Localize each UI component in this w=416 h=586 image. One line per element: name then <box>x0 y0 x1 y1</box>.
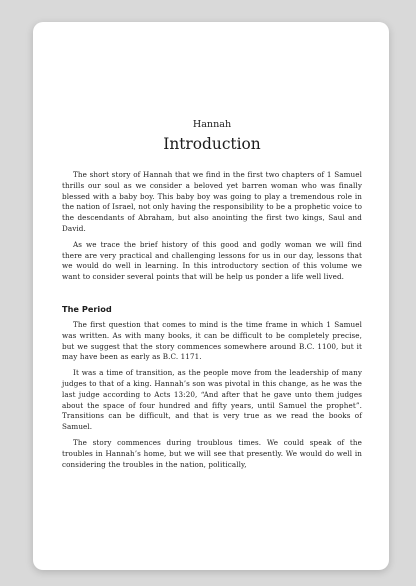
section-heading-the-period: The Period <box>62 303 112 314</box>
period-paragraph-3: The story commences during troublous times. We could speak of the troubles in Hannah’s home, but we will see that presently. We would do well in considering the troubles in the nation, politically, <box>62 437 362 469</box>
chapter-subheading: Hannah <box>192 119 232 130</box>
book-page <box>33 22 389 570</box>
intro-paragraph-1: The short story of Hannah that we find in the first two chapters of 1 Samuel thrills our soul as we consider a beloved yet barren woman who was finally blessed with a baby boy. This baby boy was going to play a tremendous role in the nation of Israel, not only having the responsibility to be a prophetic voice to the descendants of Abraham, but also anointing the first two kings, Saul and David. <box>62 170 362 233</box>
chapter-title: Introduction <box>163 135 261 153</box>
period-paragraph-1: The first question that comes to mind is the time frame in which 1 Samuel was written. As with many books, it can be difficult to be completely precise, but we suggest that the story commences somewhere around B.C. 1100, but it may have been as early as B.C. 1171. <box>62 319 362 362</box>
period-paragraph-2: It was a time of transition, as the people move from the leadership of many judges to that of a king. Hannah’s son was pivotal in this change, as he was the last judge according to Acts 13:20, “And after that he gave unto them judges about the space of four hundred and fifty years, until Samuel the prophet”. Transitions can be difficult, and that is very true as we read the books of Samuel. <box>62 368 362 432</box>
page-content <box>62 119 362 475</box>
intro-paragraph-2: As we trace the brief history of this good and godly woman we will find there are very practical and challenging lessons for us in our day, lessons that we would do well in learning. In this introductory section of this volume we want to consider several points that will be help us ponder a life well lived. <box>62 239 362 282</box>
